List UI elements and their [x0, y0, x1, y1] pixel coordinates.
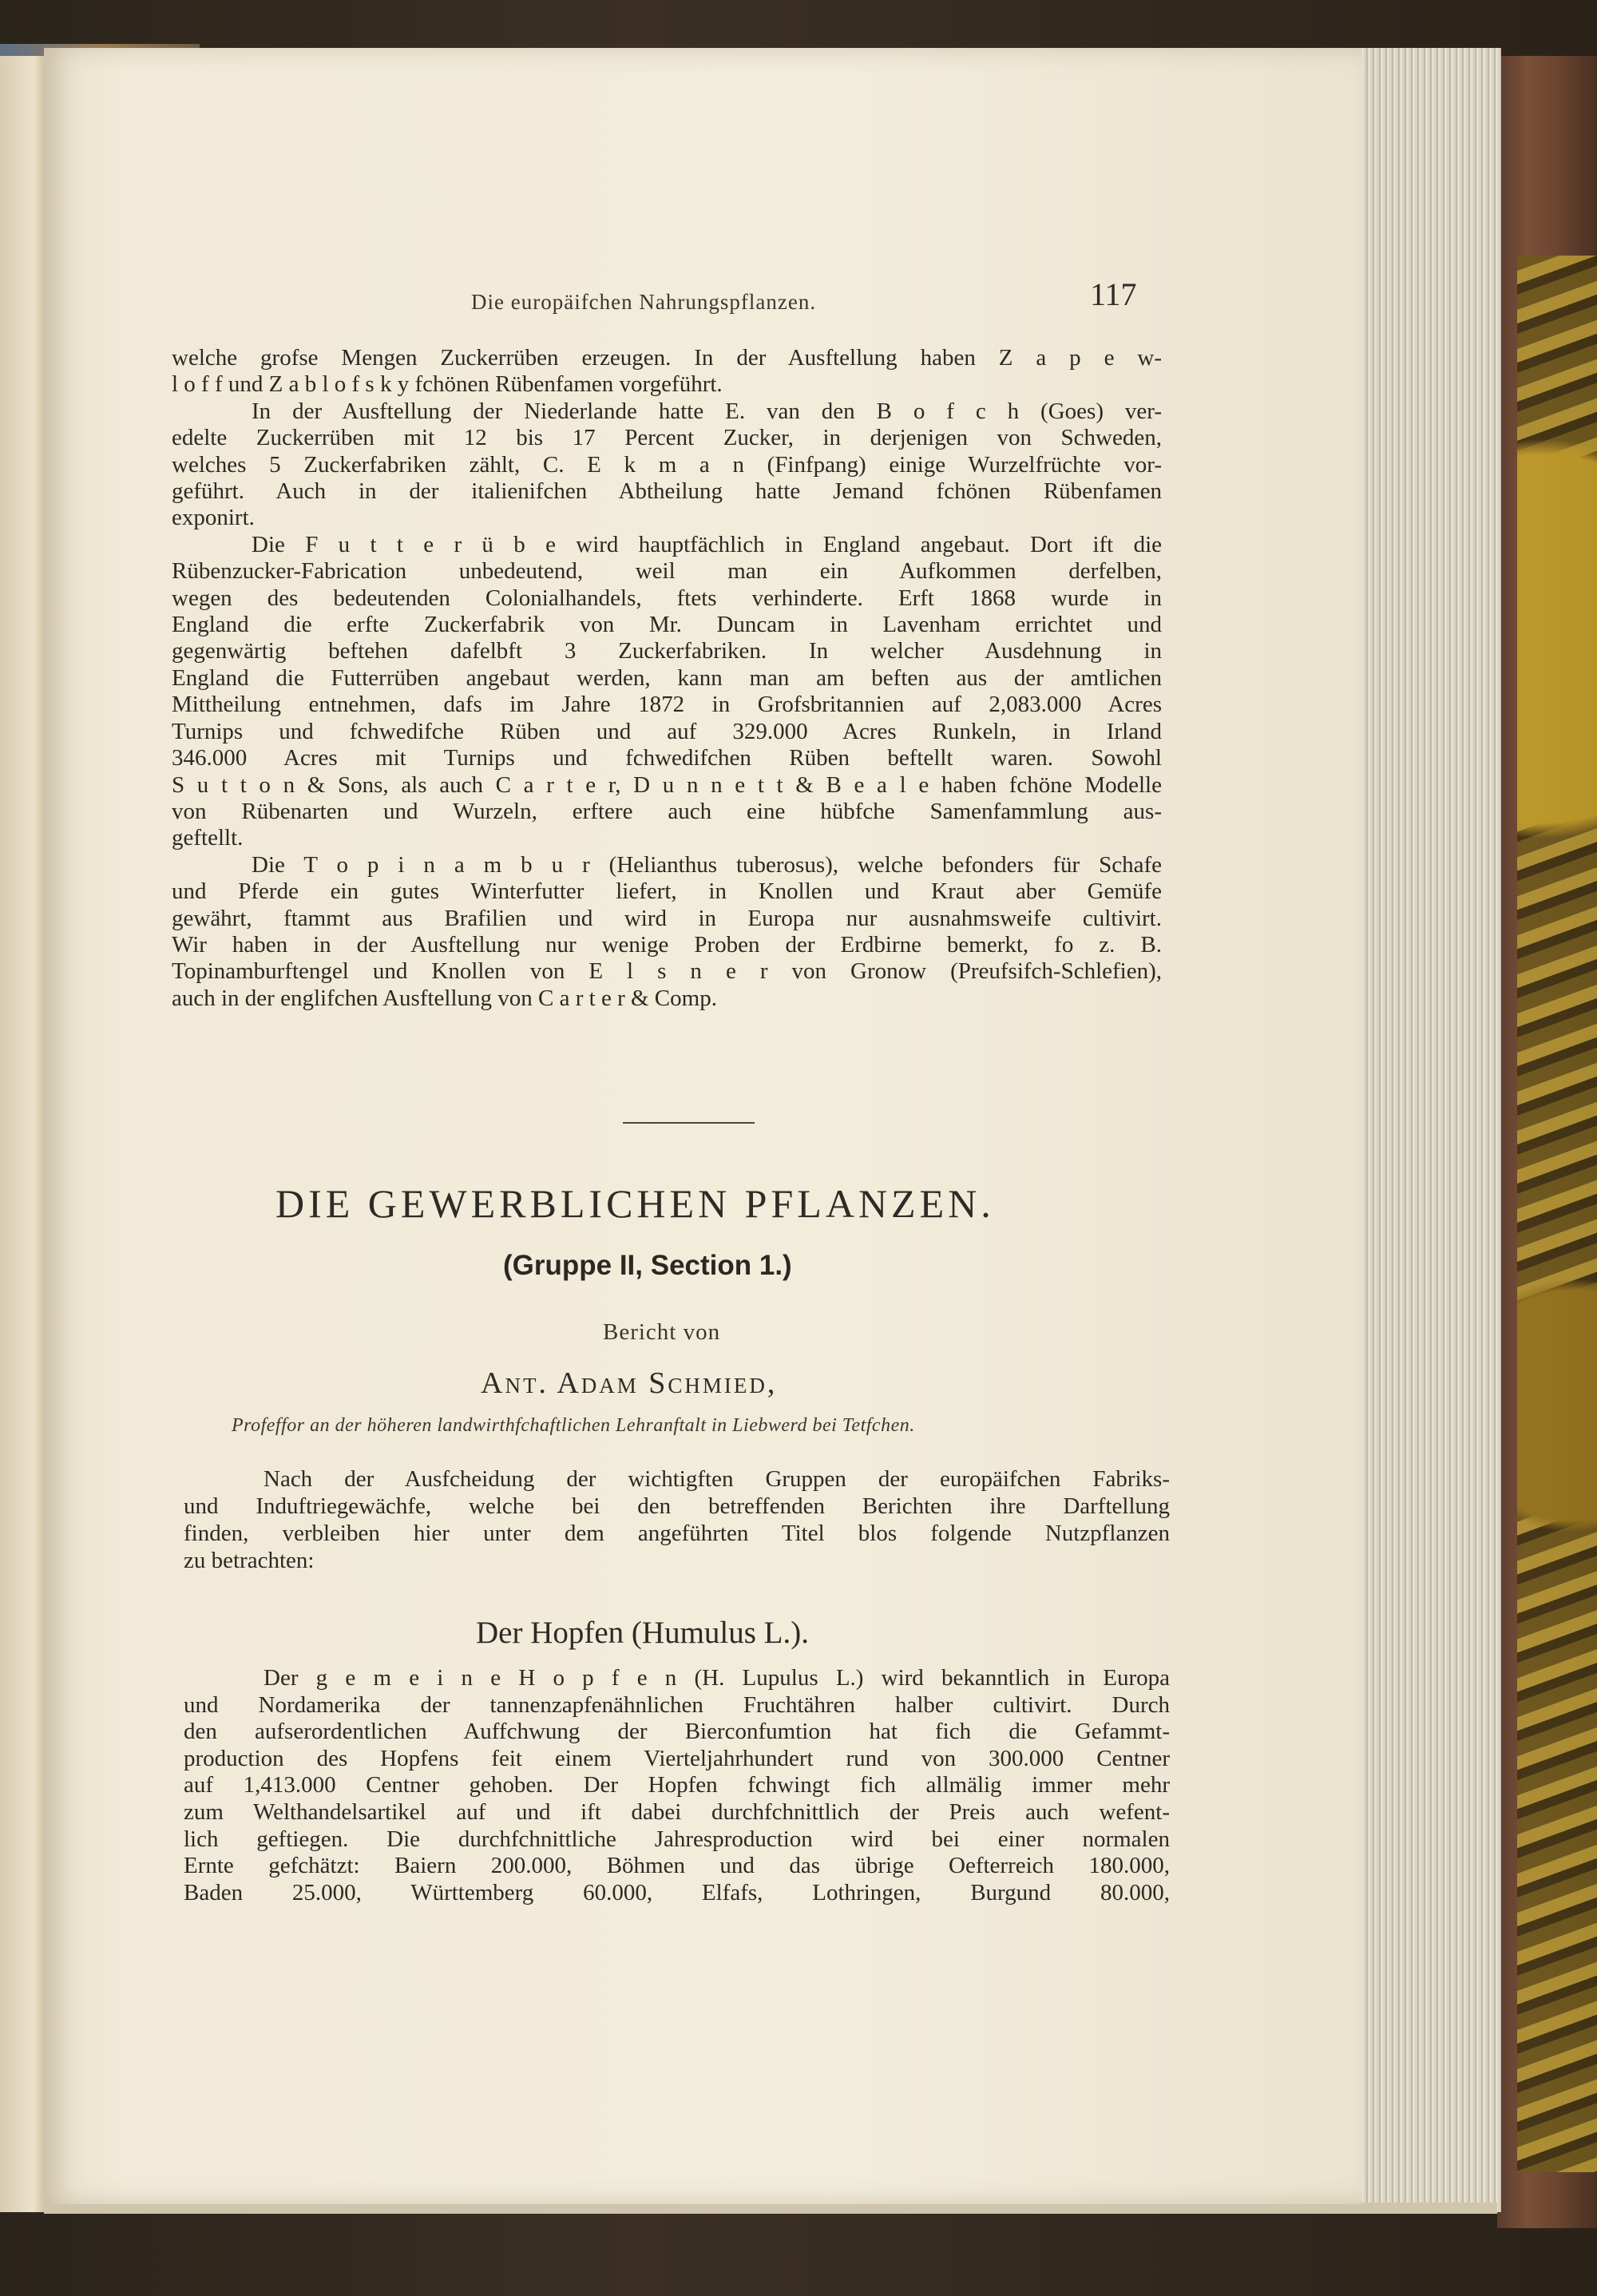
text-line: lich geftiegen. Die durchfchnittliche Jahresproduction wird bei einer normalen [184, 1826, 1170, 1852]
text-line: zum Welthandelsartikel auf und ift dabei durchfchnittlich der Preis auch wefent- [184, 1798, 1170, 1825]
section-divider [623, 1122, 755, 1124]
text-line: Ernte gefchätzt: Baiern 200.000, Böhmen und das übrige Oefterreich 180.000, [184, 1853, 1170, 1879]
section-subtitle: (Gruppe II, Section 1.) [503, 1250, 792, 1281]
text-line: gewährt, ftammt aus Brafilien und wird in Europa nur ausnahmsweife cultivirt. [172, 905, 1162, 931]
section-title: DIE GEWERBLICHEN PFLANZEN. [275, 1181, 995, 1226]
text-line: den aufserordentlichen Auffchwung der Bierconfumtion hat fich die Gefammt- [184, 1719, 1170, 1745]
facing-page-edge [0, 56, 48, 2212]
text-line: Rübenzucker-Fabrication unbedeutend, weil man ein Aufkommen derfelben, [172, 558, 1162, 585]
text-line: England die Futterrüben angebaut werden, kann man am beften aus der amtlichen [172, 664, 1162, 691]
text-line: Der g e m e i n e H o p f e n (H. Lupulus L.) wird bekanntlich in Europa [264, 1665, 1170, 1691]
text-line: von Rübenarten und Wurzeln, erftere auch eine hübfche Samenfammlung aus- [172, 798, 1162, 824]
text-line: auch in der englifchen Ausftellung von C a r t e r & Comp. [172, 985, 717, 1011]
text-line: zu betrachten: [184, 1548, 315, 1573]
subsection-heading: Der Hopfen (Humulus L.). [476, 1616, 809, 1650]
text-line: production des Hopfens feit einem Vierteljahrhundert rund von 300.000 Centner [184, 1745, 1170, 1771]
text-line: In der Ausftellung der Niederlande hatte E. van den B o f c h (Goes) ver- [252, 398, 1162, 424]
marbled-endpaper [1517, 256, 1597, 2172]
text-line: 346.000 Acres mit Turnips und fchwedifchen Rüben beftellt waren. Sowohl [172, 745, 1162, 771]
report-by-label: Bericht von [603, 1319, 721, 1345]
text-line: geftellt. [172, 825, 244, 851]
text-line: Die F u t t e r ü b e wird hauptfächlich in England angebaut. Dort ift die [252, 531, 1162, 557]
text-line: auf 1,413.000 Centner gehoben. Der Hopfen fchwingt fich allmälig immer mehr [184, 1772, 1170, 1798]
author-affiliation: Profeffor an der höheren landwirthfchaftlichen Lehranftalt in Liebwerd bei Tetfchen. [232, 1415, 915, 1436]
page-bottom-edge [44, 2203, 1497, 2214]
text-line: wegen des bedeutenden Colonialhandels, ftets verhinderte. Erft 1868 wurde in [172, 585, 1162, 611]
text-line: welche grofse Mengen Zuckerrüben erzeugen. In der Ausftellung haben Z a p e w- [172, 345, 1162, 371]
text-line: und Pferde ein gutes Winterfutter liefert, in Knollen und Kraut aber Gemüfe [172, 878, 1162, 905]
body-text [172, 345, 1162, 1012]
text-line: geführt. Auch in der italienifchen Abtheilung hatte Jemand fchönen Rübenfamen [172, 478, 1162, 505]
page-number: 117 [1090, 276, 1137, 312]
text-line: Die T o p i n a m b u r (Helianthus tuberosus), welche befonders für Schafe [252, 851, 1162, 878]
text-line: Topinamburftengel und Knollen von E l s n e r von Gronow (Preufsifch-Schlefien), [172, 958, 1162, 985]
text-line: und Induftriegewächfe, welche bei den betreffenden Berichten ihre Darftellung [184, 1493, 1170, 1519]
text-line: Turnips und fchwedifche Rüben und auf 329.000 Acres Runkeln, in Irland [172, 718, 1162, 744]
text-line: und Nordamerika der tannenzapfenähnlichen Fruchtähren halber cultivirt. Durch [184, 1691, 1170, 1718]
author-name: Ant. Adam Schmied, [481, 1366, 778, 1400]
text-line: S u t t o n & Sons, als auch C a r t e r, D u n n e t t & B e a l e haben fchöne Modelle [172, 771, 1162, 798]
text-line: gegenwärtig beftehen dafelbft 3 Zuckerfabriken. In welcher Ausdehnung in [172, 638, 1162, 664]
text-line: Nach der Ausfcheidung der wichtigften Gruppen der europäifchen Fabriks- [264, 1466, 1170, 1492]
text-line: England die erfte Zuckerfabrik von Mr. Duncam in Lavenham errichtet und [172, 612, 1162, 638]
text-line: edelte Zuckerrüben mit 12 bis 17 Percent Zucker, in derjenigen von Schweden, [172, 425, 1162, 451]
page-fore-edge [1357, 48, 1501, 2212]
text-line: exponirt. [172, 505, 255, 531]
intro-paragraph [184, 1465, 1170, 1574]
text-line: Mittheilung entnehmen, dafs im Jahre 1872 in Grofsbritannien auf 2,083.000 Acres [172, 692, 1162, 718]
running-title: Die europäifchen Nahrungspflanzen. [471, 290, 817, 314]
text-line: finden, verbleiben hier unter dem angeführten Titel blos folgende Nutzpflanzen [184, 1521, 1170, 1546]
text-line: welches 5 Zuckerfabriken zählt, C. E k m a n (Finfpang) einige Wurzelfrüchte vor- [172, 451, 1162, 478]
text-line: Wir haben in der Ausftellung nur wenige Proben der Erdbirne bemerkt, fo z. B. [172, 931, 1162, 958]
hop-paragraph [184, 1665, 1170, 1906]
text-line: Baden 25.000, Württemberg 60.000, Elfafs, Lothringen, Burgund 80.000, [184, 1879, 1170, 1905]
text-line: l o f f und Z a b l o f s k y fchönen Rübenfamen vorgeführt. [172, 371, 723, 398]
